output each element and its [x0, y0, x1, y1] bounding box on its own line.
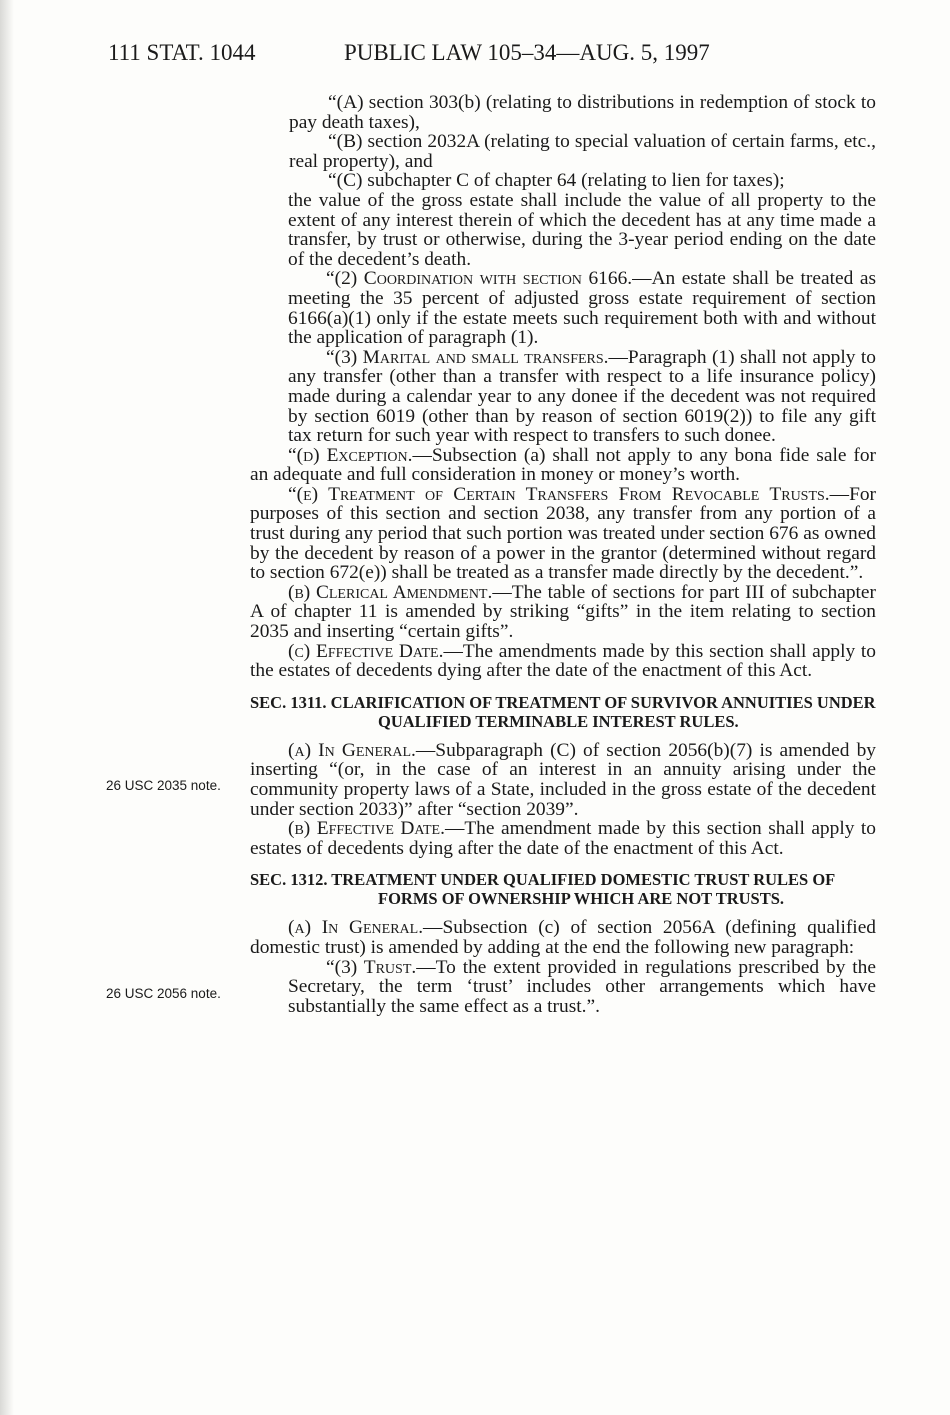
subsection-d-heading: “(d) Exception. — [288, 444, 413, 466]
subsection-b-heading: (b) Clerical Amendment. — [288, 581, 493, 603]
sec1312-a-heading: (a) In General. — [288, 917, 424, 939]
margin-note-2056: 26 USC 2056 note. — [106, 986, 221, 1001]
sec1312-p3-text: —To the extent provided in regulations prescribed by the Secretary, the term ‘trust’ includes other arrangements which have substantially the same effect as a trust.”. — [288, 956, 876, 1017]
document-body — [250, 93, 876, 1016]
law-title: PUBLIC LAW 105–34—AUG. 5, 1997 — [344, 40, 710, 65]
paragraph-3-heading: “(3) Marital and small transfers. — [326, 346, 609, 368]
list-item-b: “(B) section 2032A (relating to special valuation of certain farms, etc., real property), and — [289, 131, 876, 172]
sec1312-paragraph-3 — [250, 958, 876, 1017]
sec1312-p3-heading: “(3) Trust. — [326, 956, 417, 978]
sec1311-a-text: —Subparagraph (C) of section 2056(b)(7) is amended by inserting “(or, in the case of an interest in an annuity arising under the community property laws of a State, included in the gross estate of the decedent under section 2033)” after “section 2039”. — [250, 739, 876, 820]
subsection-e — [250, 485, 876, 583]
page-edge — [0, 0, 14, 1415]
paragraph-2-text: —An estate shall be treated as meeting the 35 percent of adjusted gross estate requirement of section 6166(a)(1) only if the estate meets such requirement both with and without the application of paragraph (1). — [288, 268, 876, 349]
subsection-c-text: —The amendments made by this section shall apply to the estates of decedents dying after the date of the enactment of this Act. — [250, 640, 876, 682]
subsection-c-effective — [250, 642, 876, 681]
sec1312-a-text: —Subsection (c) of section 2056A (defining qualified domestic trust) is amended by adding at the end the following new paragraph: — [250, 917, 876, 958]
sec1311-a-heading: (a) In General. — [288, 739, 416, 761]
sec1311-b-heading: (b) Effective Date. — [288, 818, 445, 840]
section-1311-heading: SEC. 1311. CLARIFICATION OF TREATMENT OF SURVIVOR ANNUITIES UNDER QUALIFIED TERMINABLE INTEREST RULES. — [250, 692, 876, 731]
subsection-e-heading: “(e) Treatment of Certain Transfers From Revocable Trusts. — [288, 483, 830, 505]
subsection-b-text: —The table of sections for part III of subchapter A of chapter 11 is amended by striking “gifts” in the item relating to section 2035 and inserting “certain gifts”. — [250, 581, 876, 643]
paragraph-3 — [250, 348, 876, 446]
flush-paragraph: the value of the gross estate shall include the value of all property to the extent of any interest therein of which the decedent has at any time made a transfer, by trust or otherwise, during the 3-year period ending on the date of the decedent’s death. — [288, 189, 876, 270]
subsection-e-text: —For purposes of this section and section 2038, any transfer from any portion of a trust during any period that such portion was treated under section 676 as owned by the decedent by reason of a power in the grantor (determined without regard to section 672(e)) shall be treated as a transfer made directly by the decedent.”. — [250, 483, 876, 584]
sec1311-b-text: —The amendment made by this section shall apply to estates of decedents dying after the date of the enactment of this Act. — [250, 818, 876, 859]
section-1312-heading: SEC. 1312. TREATMENT UNDER QUALIFIED DOMESTIC TRUST RULES OF FORMS OF OWNERSHIP WHICH ARE NOT TRUSTS. — [250, 870, 835, 909]
list-item-c: “(C) subchapter C of chapter 64 (relating to lien for taxes); — [328, 170, 785, 192]
paragraph-2-heading: “(2) Coordination with section 6166. — [326, 268, 633, 290]
paragraph-2 — [250, 269, 876, 347]
subsection-d — [250, 446, 876, 485]
subsection-c-heading: (c) Effective Date. — [288, 640, 444, 662]
sec1311-subsection-a — [250, 741, 876, 819]
subsection-b-clerical — [250, 583, 876, 642]
list-item-a: “(A) section 303(b) (relating to distributions in redemption of stock to pay death taxes), — [289, 92, 876, 133]
sec1311-subsection-b — [250, 819, 876, 858]
subsection-d-text: —Subsection (a) shall not apply to any bona fide sale for an adequate and full consideration in money or money’s worth. — [250, 444, 876, 486]
margin-note-2035: 26 USC 2035 note. — [106, 778, 221, 793]
sec1312-subsection-a — [250, 918, 876, 957]
stat-page-number: 111 STAT. 1044 — [108, 40, 256, 65]
paragraph-3-text: —Paragraph (1) shall not apply to any transfer (other than a transfer with respect to a life insurance policy) made during a calendar year to any donee if the decedent was not required by section 6019 (other than by reason of section 6019(2)) to file any gift tax return for such year with respect to transfers to such donee. — [288, 346, 877, 447]
